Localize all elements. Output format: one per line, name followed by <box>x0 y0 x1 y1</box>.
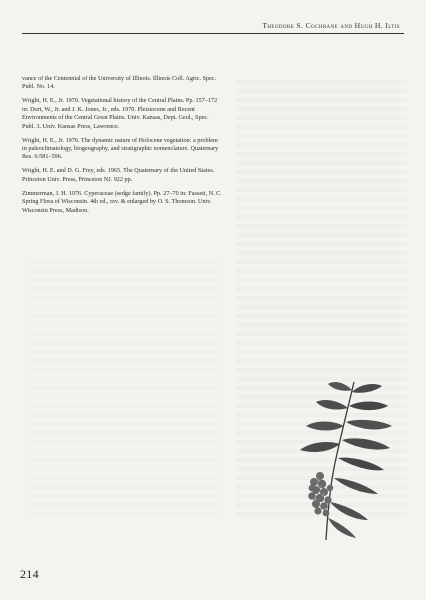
reference-item: vance of the Centennial of the University of Illinois. Illinois Coll. Agric. Spec. Publ. No. 14. <box>22 75 217 91</box>
header-rule <box>22 33 404 34</box>
references-list <box>22 75 222 221</box>
reference-item: Wright, H. E., Jr. 1976. The dynamic nature of Holocene vegetation: a problem in paleoclimatology, biogeography, and stratigraphic nomenclature. Quaternary Res. 6:581–596. <box>22 136 219 161</box>
reference-item: Zimmerman, J. H. 1976. Cyperaceae (sedge family). Pp. 27–70 in: Fassett, N. C. Spring Flora of Wisconsin. 4th ed., rev. & enlarged by O. S. Thomson. Univ. Wisconsin Press, Madison. <box>22 189 222 214</box>
reference-item: Wright, H. E. and D. G. Frey, eds. 1965. The Quaternary of the United States. Princeton Univ. Press, Princeton NJ. 922 pp. <box>22 167 215 183</box>
reference-item: Wright, H. E., Jr. 1970. Vegetational history of the Central Plains. Pp. 157–172 in: Dort, W., Jr. and J. K. Jones, Jr., eds. 1970. Pleistocene and Recent Environments of the Central Great Plains. Univ. Kansas, Dept. Geol., Spec. Publ. 3. Univ. Kansas Press, Lawrence. <box>22 97 218 130</box>
running-head: Theodore S. Cochrane and Hugh H. Iltis <box>262 21 400 30</box>
sumac-branch-icon <box>290 378 400 546</box>
page-number: 214 <box>20 567 39 581</box>
bleed-through-text-lower <box>28 260 218 520</box>
